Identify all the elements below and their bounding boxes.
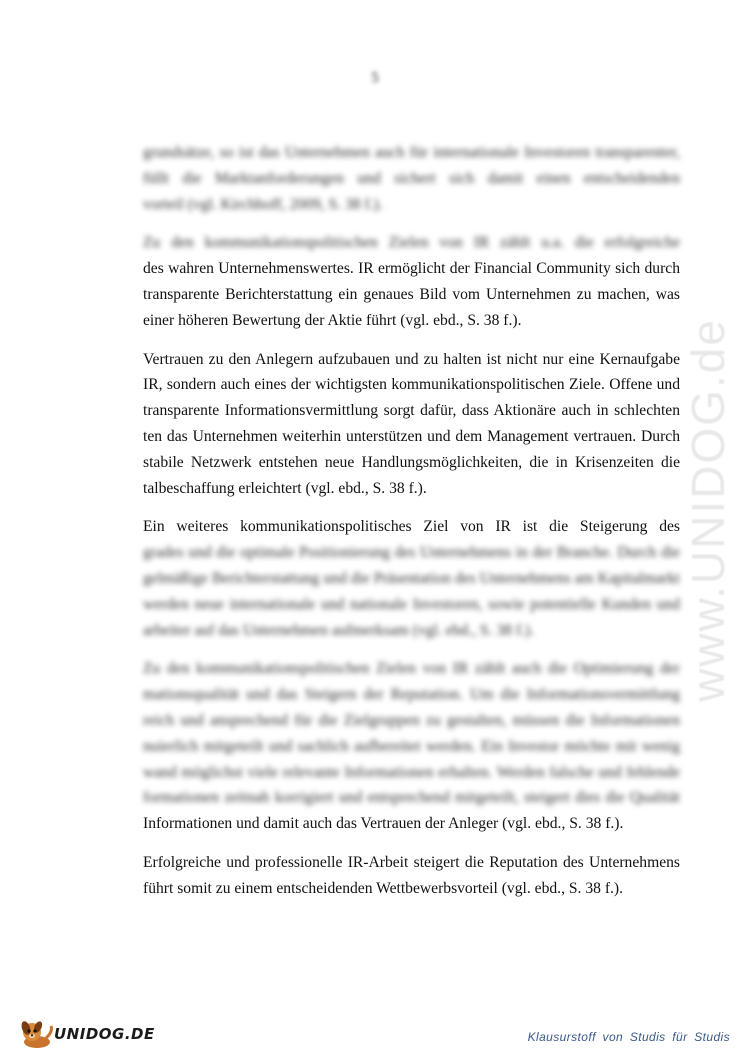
blurred-text-line: wand möglichst viele relevante Informationen erhalten. Werden falsche und fehlende (143, 763, 680, 781)
paragraph (143, 230, 680, 333)
blurred-text-line: werden neue internationale und nationale Investoren, sowie potentielle Kunden und (143, 595, 680, 613)
paragraph (143, 514, 680, 643)
watermark-text: www.UNIDOG.de (682, 318, 735, 702)
blurred-text-line: grundsätze, so ist das Unternehmen auch für internationale Investoren transparenter, (143, 144, 680, 161)
paragraph (143, 656, 680, 837)
paragraph (143, 850, 680, 902)
text-line: IR, sondern auch eines der wichtigsten kommunikationspolitischen Ziele. Offene und (143, 376, 680, 394)
text-line: transparente Berichterstattung ein genaues Bild vom Unternehmen zu machen, was (143, 285, 680, 303)
blurred-text-line: nuierlich mitgeteilt und sachlich aufbereitet werden. Ein Investor möchte mit wenig (143, 737, 680, 755)
watermark (678, 280, 738, 740)
text-line: führt somit zu einem entscheidenden Wettbewerbsvorteil (vgl. ebd., S. 38 f.). (143, 879, 624, 897)
text-line: talbeschaffung erleichtert (vgl. ebd., S. 38 f.). (143, 479, 427, 497)
dog-mascot-icon (18, 1018, 56, 1050)
page-number: 5 (371, 70, 379, 86)
blurred-text-line: grades und die optimale Positionierung des Unternehmens in der Branche. Durch die (143, 544, 680, 562)
footer-tagline: Klausurstoff von Studis für Studis (527, 1030, 730, 1044)
text-line: transparente Informationsvermittlung sorgt dafür, dass Aktionäre auch in schlechten (143, 402, 680, 420)
blurred-text-line: vorteil (vgl. Kirchhoff, 2009, S. 38 f.). (143, 195, 383, 213)
blurred-text-line: formationen zeitnah korrigiert und entsprechend mitgeteilt, steigert dies die Qualität (143, 789, 680, 807)
blurred-text-line: Zu den kommunikationspolitischen Zielen von IR zählt auch die Optimierung der (143, 660, 680, 678)
document-body (143, 140, 680, 915)
blurred-text-line: mationsqualität und das Steigern der Reputation. Um die Informationsvermittlung (143, 686, 680, 704)
blurred-text-line: gelmäßige Berichterstattung und die Präsentation des Unternehmens am Kapitalmarkt (143, 569, 680, 587)
blurred-text-line: arbeiter auf das Unternehmen aufmerksam (vgl. ebd., S. 38 f.). (143, 621, 535, 639)
text-line: stabile Netzwerk entstehen neue Handlungsmöglichkeiten, die in Krisenzeiten die (143, 453, 680, 471)
text-line: Informationen und damit auch das Vertrauen der Anleger (vgl. ebd., S. 38 f.). (143, 815, 624, 833)
text-line: des wahren Unternehmenswertes. IR ermöglicht der Financial Community sich durch (143, 260, 680, 278)
text-line: einer höheren Bewertung der Aktie führt (vgl. ebd., S. 38 f.). (143, 311, 522, 329)
text-line: ten das Unternehmen weiterhin unterstützen und dem Management vertrauen. Durch (143, 427, 680, 445)
blurred-text-line: Zu den kommunikationspolitischen Zielen von IR zählt u.a. die erfolgreiche (143, 234, 680, 252)
blurred-text-line: füllt die Marktanforderungen und sichert sich damit einen entscheidenden (143, 169, 680, 187)
text-line: Vertrauen zu den Anlegern aufzubauen und zu halten ist nicht nur eine Kernaufgabe (143, 350, 680, 368)
text-line: Erfolgreiche und professionelle IR-Arbeit steigert die Reputation des Unternehmens (143, 853, 680, 871)
text-line: Ein weiteres kommunikationspolitisches Ziel von IR ist die Steigerung des (143, 518, 680, 536)
paragraph (143, 140, 680, 217)
logo-text: UNIDOG.DE (54, 1025, 155, 1043)
blurred-text-line: reich und ansprechend für die Zielgruppen zu gestalten, müssen die Informationen (143, 711, 680, 729)
footer-logo (18, 1018, 155, 1050)
paragraph (143, 347, 680, 502)
